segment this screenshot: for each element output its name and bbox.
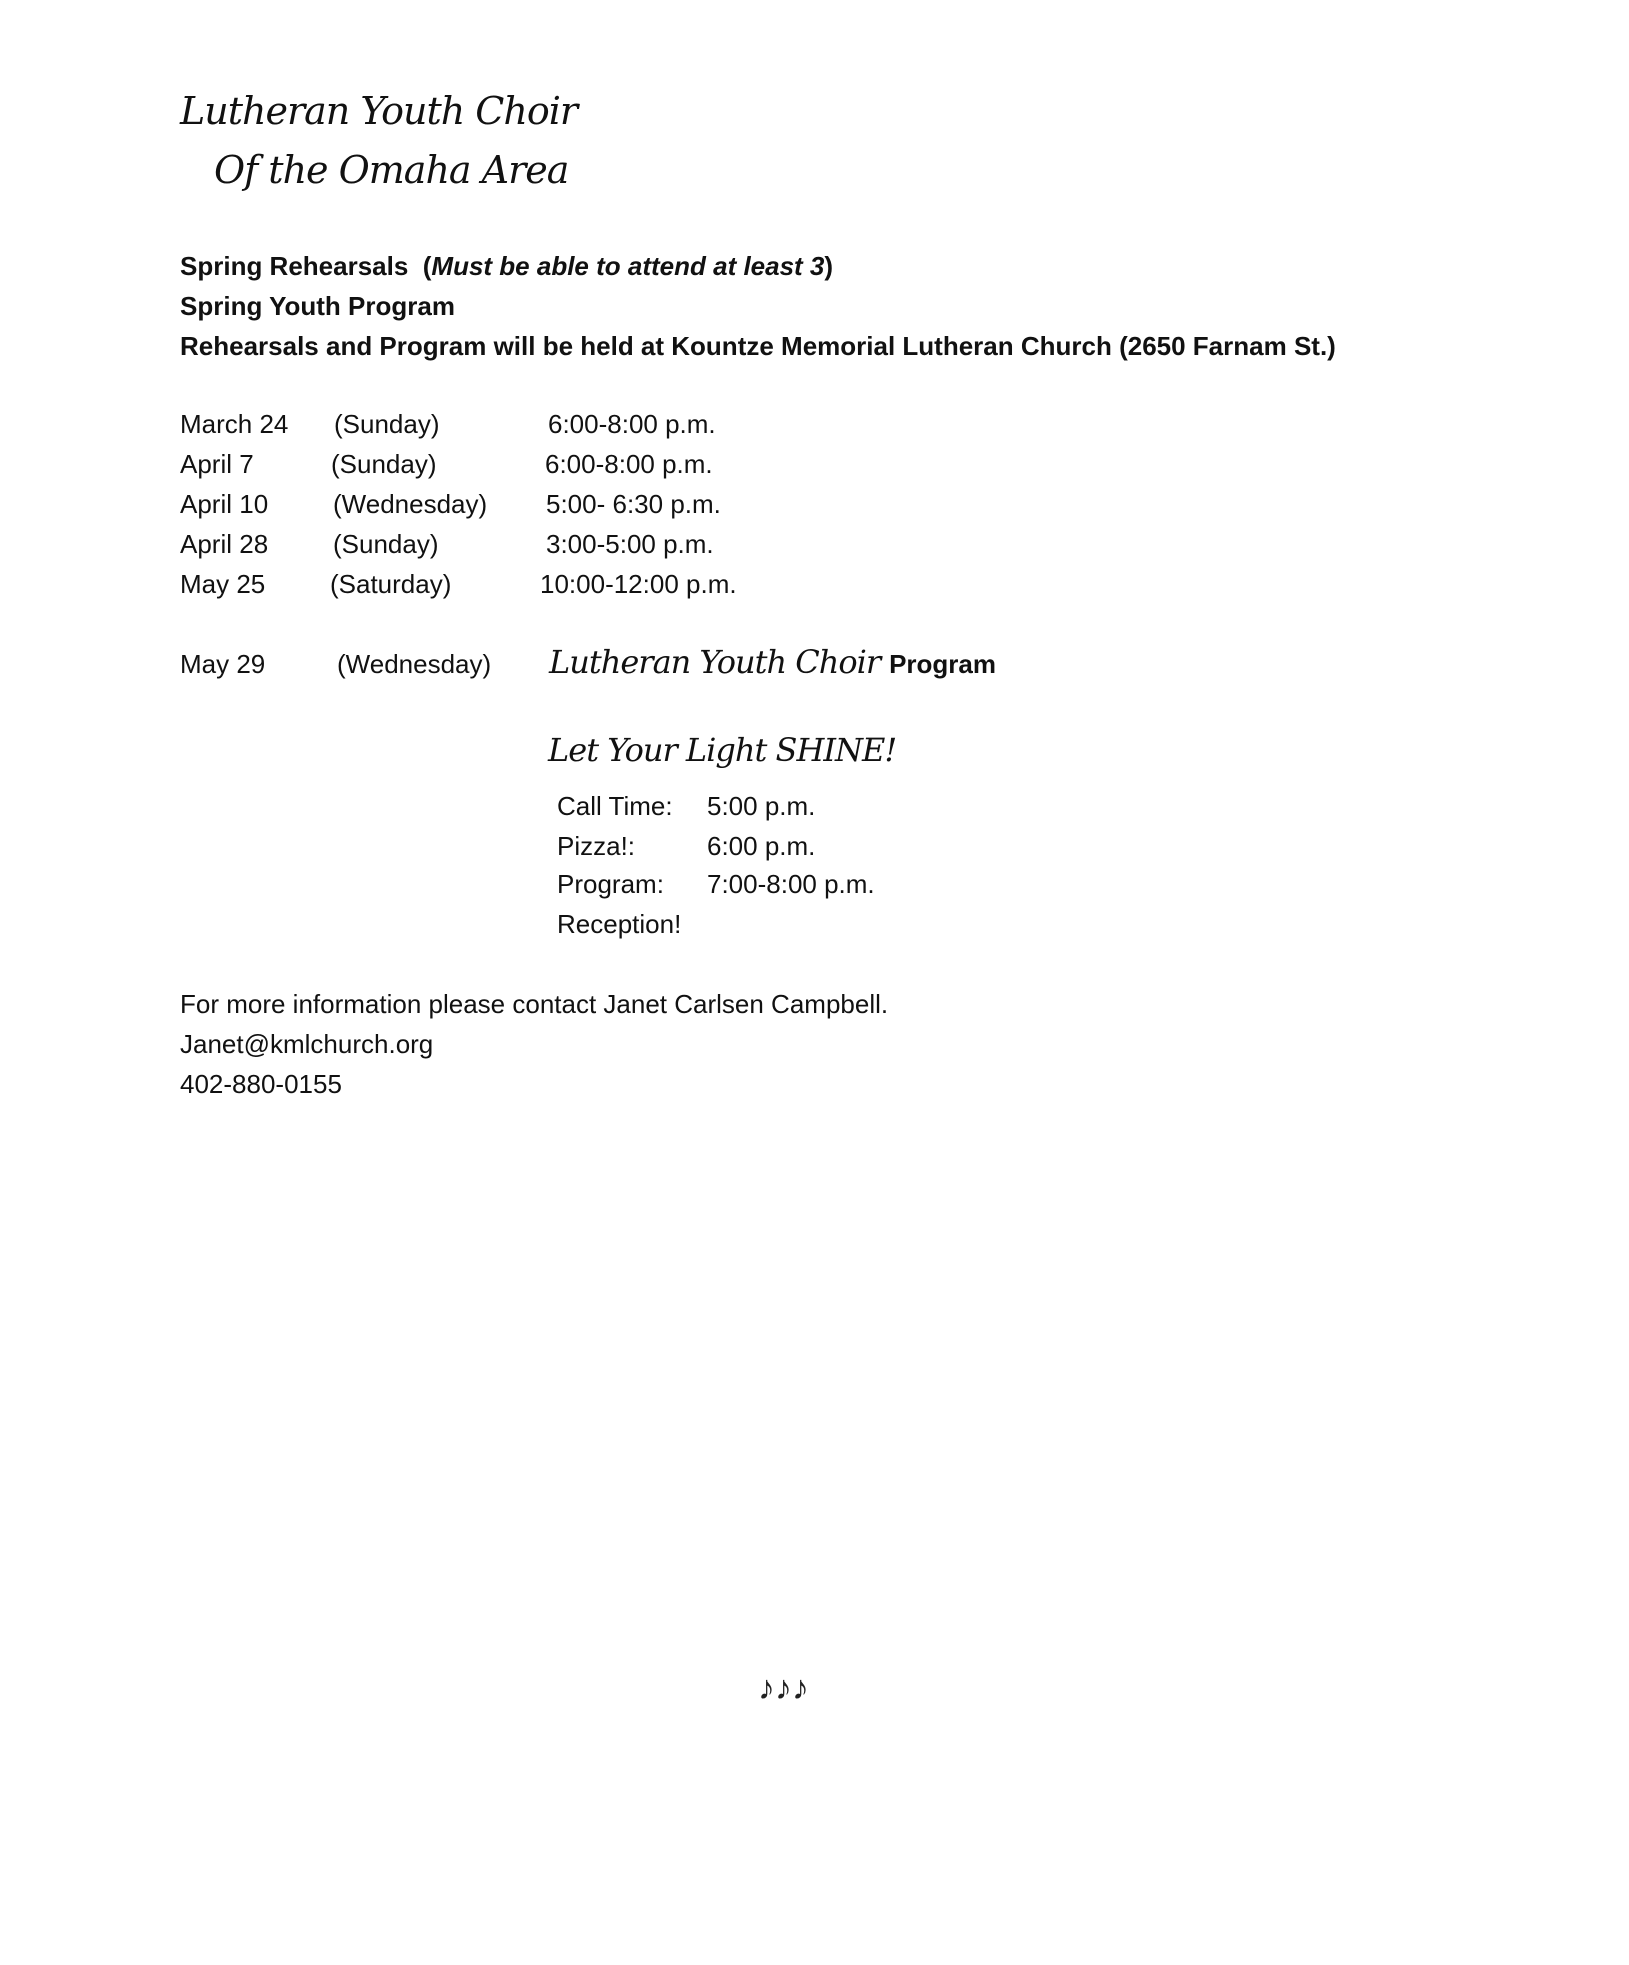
program-day: (Wednesday) xyxy=(337,649,492,679)
program-detail-label: Call Time: xyxy=(557,791,673,821)
schedule-time: 3:00-5:00 p.m. xyxy=(546,529,714,559)
schedule-time: 6:00-8:00 p.m. xyxy=(545,449,713,479)
schedule-day: (Sunday) xyxy=(331,449,437,479)
rehearsals-label: Spring Rehearsals xyxy=(180,251,409,281)
schedule-time: 10:00-12:00 p.m. xyxy=(540,569,737,599)
title-line-1: Lutheran Youth Choir xyxy=(180,89,578,133)
program-title xyxy=(549,640,996,691)
program-detail-value: 5:00 p.m. xyxy=(707,791,816,821)
schedule-time: 6:00-8:00 p.m. xyxy=(548,409,716,439)
program-date: May 29 xyxy=(180,649,266,679)
schedule-date: April 10 xyxy=(180,489,269,519)
contact-line: For more information please contact Janet Carlsen Campbell. xyxy=(180,989,889,1019)
location-line: Rehearsals and Program will be held at Kountze Memorial Lutheran Church (2650 Farnam St.) xyxy=(180,331,1336,361)
schedule-day: (Sunday) xyxy=(334,409,440,439)
schedule-date: May 25 xyxy=(180,569,266,599)
contact-email: Janet@kmlchurch.org xyxy=(180,1029,434,1059)
program-theme: Let Your Light SHINE! xyxy=(548,731,897,769)
program-detail-label: Program: xyxy=(557,869,664,899)
schedule-date: April 7 xyxy=(180,449,254,479)
contact-phone: 402-880-0155 xyxy=(180,1069,342,1099)
program-detail-label: Reception! xyxy=(557,909,682,939)
schedule-day: (Wednesday) xyxy=(333,489,488,519)
program-detail-label: Pizza!: xyxy=(557,831,636,861)
schedule-time: 5:00- 6:30 p.m. xyxy=(546,489,721,519)
schedule-day: (Sunday) xyxy=(333,529,439,559)
program-name: Lutheran Youth Choir xyxy=(549,643,881,681)
rehearsals-note: Must be able to attend at least 3 xyxy=(431,251,825,281)
schedule-day: (Saturday) xyxy=(330,569,452,599)
program-heading: Spring Youth Program xyxy=(180,291,455,321)
music-notes-icon: ♪♪♪ xyxy=(758,1669,809,1707)
program-suffix: Program xyxy=(889,649,996,679)
program-detail-value: 7:00-8:00 p.m. xyxy=(707,869,875,899)
title-line-2: Of the Omaha Area xyxy=(214,148,569,192)
schedule-date: March 24 xyxy=(180,409,289,439)
program-detail-value: 6:00 p.m. xyxy=(707,831,816,861)
schedule-date: April 28 xyxy=(180,529,269,559)
rehearsals-heading: Spring Rehearsals (Must be able to attend at least 3) xyxy=(180,251,834,281)
